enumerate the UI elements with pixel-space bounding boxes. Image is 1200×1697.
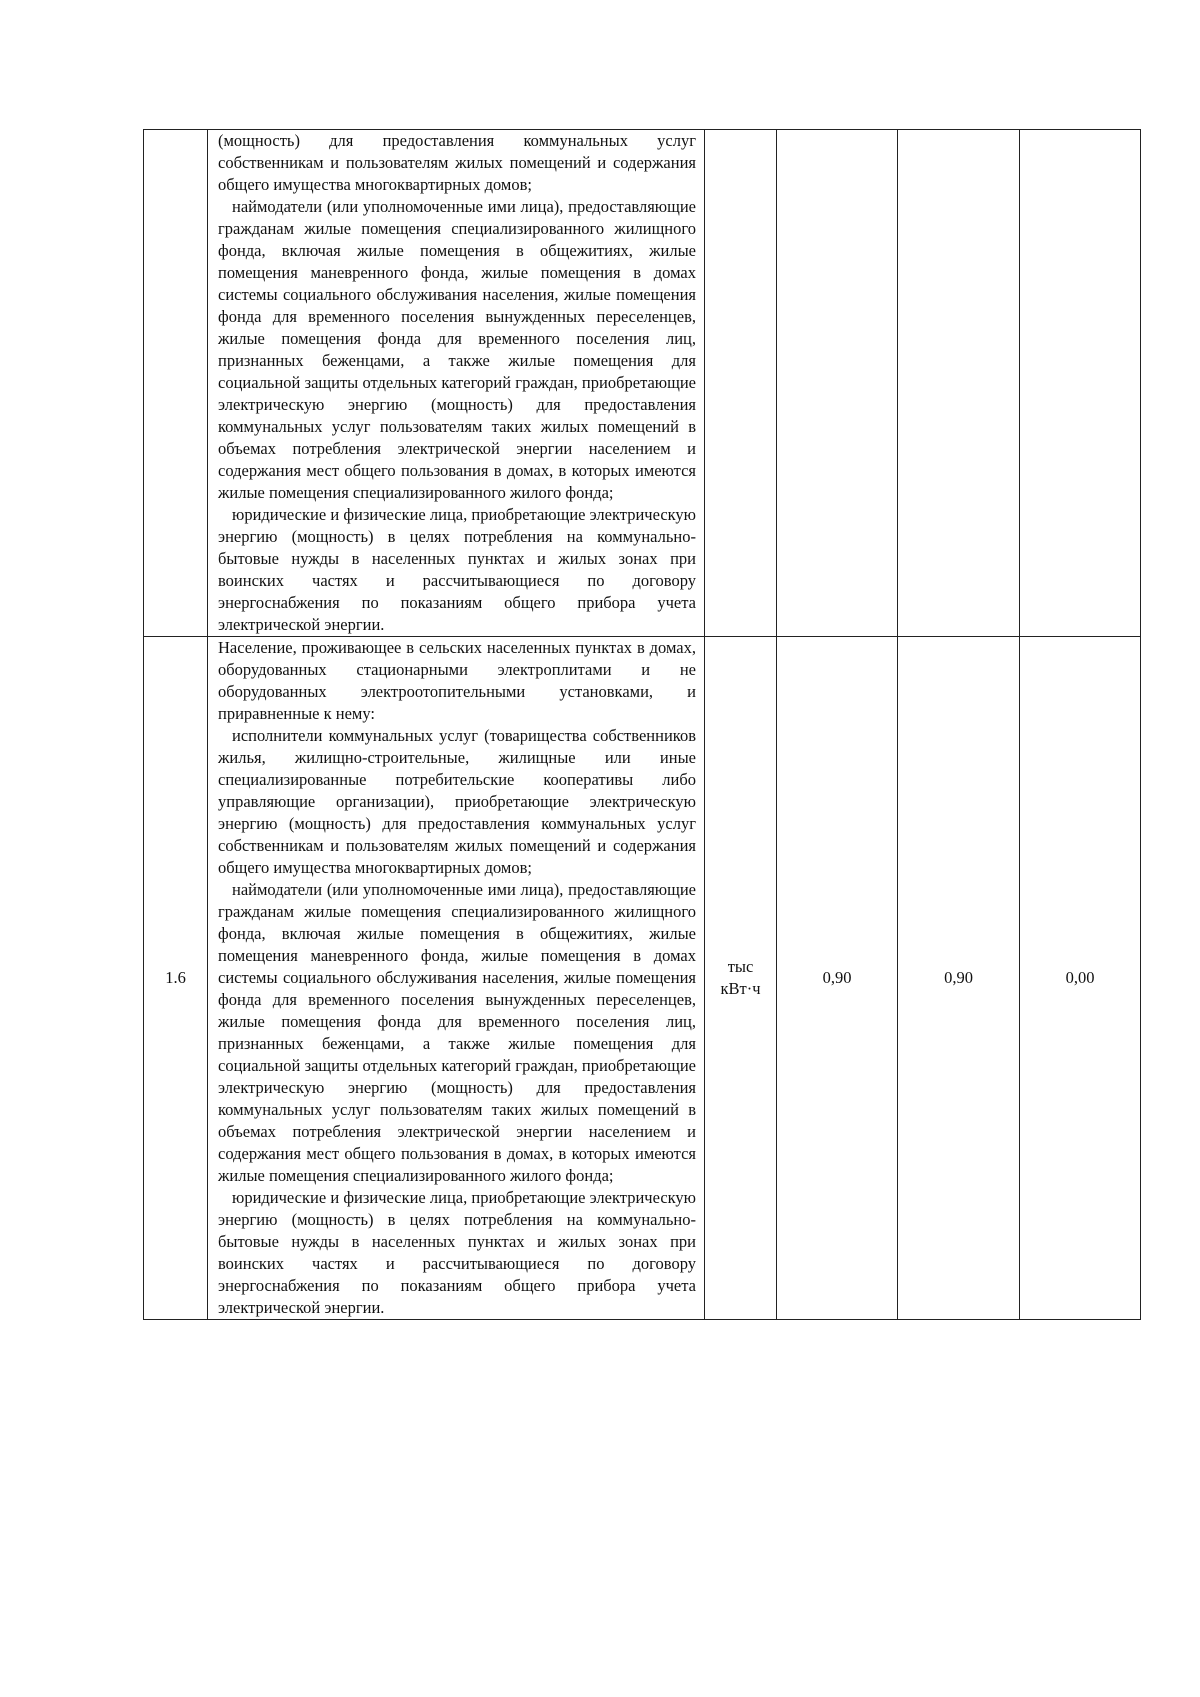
consumer-category-cell — [208, 637, 705, 1320]
row-number-cell: 1.6 — [144, 637, 208, 1320]
consumer-category-cell — [208, 130, 705, 637]
category-paragraph: Население, проживающее в сельских населенных пунктах в домах, оборудованных стационарными электроплитами и не оборудованных электроотопительными установками, и приравненные к нему: — [218, 638, 696, 723]
value-2-cell: 0,90 — [898, 637, 1020, 1320]
table-row — [144, 637, 1141, 1320]
tariff-table — [143, 129, 1141, 1320]
category-paragraph: юридические и физические лица, приобретающие электрическую энергию (мощность) в целях потребления на коммунально-бытовые нужды в населенных пунктах и жилых зонах при воинских частях и рассчитывающиеся по договору энергоснабжения по показаниям общего прибора учета электрической энергии. — [218, 1188, 696, 1317]
unit-cell — [705, 130, 777, 637]
category-paragraph: наймодатели (или уполномоченные ими лица), предоставляющие гражданам жилые помещения специализированного жилищного фонда, включая жилые помещения в общежитиях, жилые помещения маневренного фонда, жилые помещения в домах системы социального обслуживания населения, жилые помещения фонда для временного поселения вынужденных переселенцев, жилые помещения фонда для временного поселения лиц, признанных беженцами, а также жилые помещения для социальной защиты отдельных категорий граждан, приобретающие электрическую энергию (мощность) для предоставления коммунальных услуг пользователям таких жилых помещений в объемах потребления электрической энергии населением и содержания мест общего пользования в домах, в которых имеются жилые помещения специализированного жилого фонда; — [218, 880, 696, 1185]
value-3-cell — [1020, 130, 1141, 637]
category-paragraph: исполнители коммунальных услуг (товарищества собственников жилья, жилищно-строительные, жилищные или иные специализированные потребительские кооперативы либо управляющие организации), приобретающие электрическую энергию (мощность) для предоставления коммунальных услуг собственникам и пользователям жилых помещений и содержания общего имущества многоквартирных домов; — [218, 726, 696, 877]
unit-text: тыс — [727, 957, 754, 976]
unit-cell — [705, 637, 777, 1320]
unit-text: кВт·ч — [720, 979, 761, 998]
category-paragraph: наймодатели (или уполномоченные ими лица), предоставляющие гражданам жилые помещения специализированного жилищного фонда, включая жилые помещения в общежитиях, жилые помещения маневренного фонда, жилые помещения в домах системы социального обслуживания населения, жилые помещения фонда для временного поселения вынужденных переселенцев, жилые помещения фонда для временного поселения лиц, признанных беженцами, а также жилые помещения для социальной защиты отдельных категорий граждан, приобретающие электрическую энергию (мощность) для предоставления коммунальных услуг пользователям таких жилых помещений в объемах потребления электрической энергии населением и содержания мест общего пользования в домах, в которых имеются жилые помещения специализированного жилого фонда; — [218, 197, 696, 502]
value-1-cell — [777, 130, 898, 637]
value-3-cell: 0,00 — [1020, 637, 1141, 1320]
table-row — [144, 130, 1141, 637]
category-paragraph: (мощность) для предоставления коммунальных услуг собственникам и пользователям жилых помещений и содержания общего имущества многоквартирных домов; — [218, 131, 696, 194]
value-1-cell: 0,90 — [777, 637, 898, 1320]
row-number-cell — [144, 130, 208, 637]
value-2-cell — [898, 130, 1020, 637]
category-paragraph: юридические и физические лица, приобретающие электрическую энергию (мощность) в целях потребления на коммунально-бытовые нужды в населенных пунктах и жилых зонах при воинских частях и рассчитывающиеся по договору энергоснабжения по показаниям общего прибора учета электрической энергии. — [218, 505, 696, 634]
